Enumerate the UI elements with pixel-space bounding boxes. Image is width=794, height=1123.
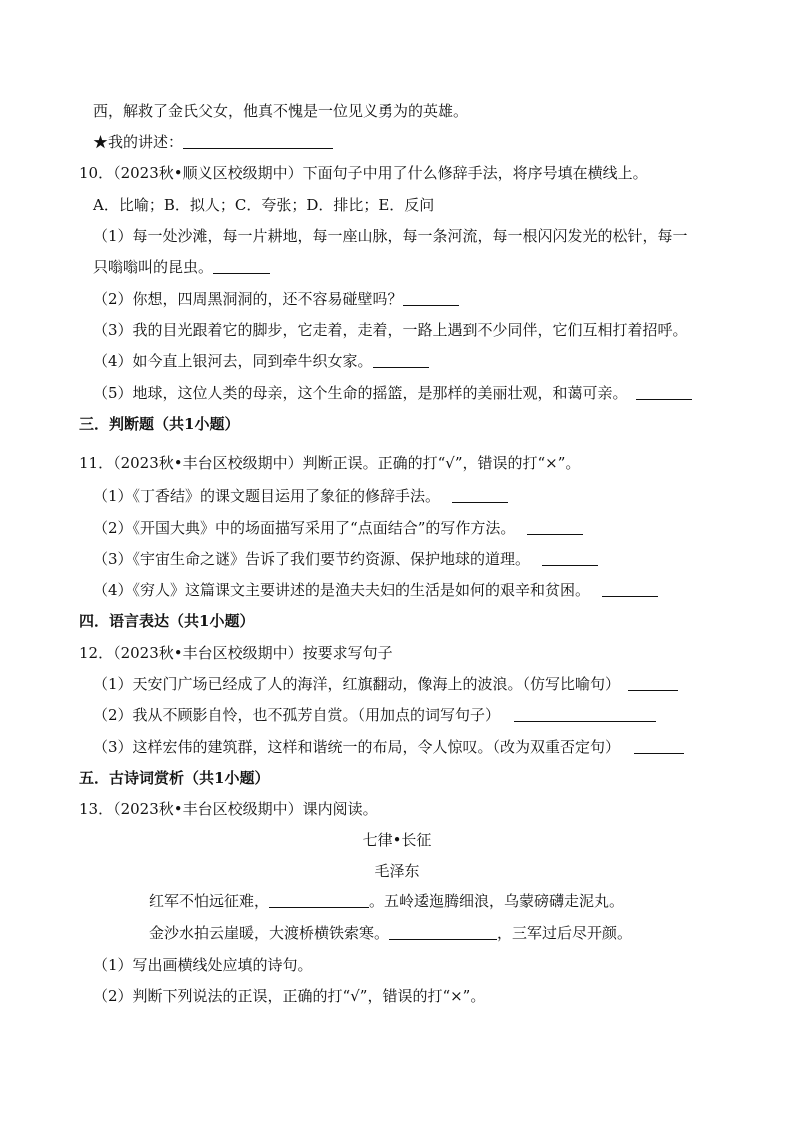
section-5-heading: 五．古诗词赏析（共1小题） [79, 769, 270, 787]
question-11-item-4-line [93, 580, 658, 600]
poem-line-2a: 金沙水拍云崖暖，大渡桥横铁索寒。 [149, 924, 390, 942]
question-12-item-1: （1）天安门广场已经成了人的海洋，红旗翻动，像海上的波浪。（仿写比喻句） [93, 675, 621, 693]
question-10-sentence-2: （2）你想，四周黑洞洞的，还不容易碰壁吗？ [93, 290, 403, 308]
my-narration-line [93, 132, 333, 152]
question-11-item-4: （4）《穷人》这篇课文主要讲述的是渔夫夫妇的生活是如何的艰辛和贫困。 [93, 581, 591, 599]
paragraph-continuation: 西，解救了金氏父女，他真不愧是一位见义勇为的英雄。 [93, 102, 469, 120]
poem-line-2 [149, 923, 632, 943]
poem-answer-blank[interactable] [389, 925, 497, 940]
question-12-item-1-line [93, 674, 678, 694]
question-11-item-1: （1）《丁香结》的课文题目运用了象征的修辞手法。 [93, 487, 441, 505]
poem-author: 毛泽东 [374, 862, 420, 880]
section-3-heading: 三．判断题（共1小题） [79, 415, 240, 433]
answer-blank[interactable] [602, 582, 658, 597]
question-13-item-2: （2）判断下列说法的正误，正确的打“√”，错误的打“×”。 [93, 987, 486, 1005]
question-11-item-2: （2）《开国大典》中的场面描写采用了“点面结合”的写作方法。 [93, 519, 516, 537]
question-11-item-3-line [93, 549, 598, 569]
answer-blank[interactable] [636, 385, 692, 400]
question-10-sentence-1a: （1）每一处沙滩，每一片耕地，每一座山脉，每一条河流，每一根闪闪发光的松针，每一 [93, 227, 688, 245]
question-12-item-3: （3）这样宏伟的建筑群，这样和谐统一的布局，令人惊叹。（改为双重否定句） [93, 738, 621, 756]
question-11-item-1-line [93, 486, 508, 506]
answer-blank[interactable] [628, 676, 678, 691]
question-12-item-2: （2）我从不顾影自怜，也不孤芳自赏。（用加点的词写句子） [93, 706, 501, 724]
question-11-item-3: （3）《宇宙生命之谜》告诉了我们要节约资源、保护地球的道理。 [93, 550, 531, 568]
question-10-sentence-3: （3）我的目光跟着它的脚步，它走着，走着，一路上遇到不少同伴，它们互相打着招呼。 [93, 321, 688, 339]
poem-line-1b: 。五岭逶迤腾细浪，乌蒙磅礴走泥丸。 [369, 892, 625, 910]
question-10-sentence-5: （5）地球，这位人类的母亲，这个生命的摇篮，是那样的美丽壮观，和蔼可亲。 [93, 384, 628, 402]
question-10-sentence-4: （4）如今直上银河去，同到牵牛织女家。 [93, 352, 373, 370]
answer-blank[interactable] [452, 488, 508, 503]
poem-answer-blank[interactable] [269, 893, 369, 908]
answer-blank[interactable] [403, 291, 459, 306]
question-10-sentence-4-line [93, 351, 429, 371]
question-10-title: 10．（2023秋•顺义区校级期中）下面句子中用了什么修辞手法，将序号填在横线上。 [79, 164, 648, 182]
poem-line-2b: ，三军过后尽开颜。 [497, 924, 633, 942]
my-narration-label: ★我的讲述： [93, 133, 184, 151]
question-12-title: 12．（2023秋•丰台区校级期中）按要求写句子 [79, 644, 393, 662]
poem-line-1 [149, 891, 624, 911]
poem-title: 七律•长征 [362, 831, 432, 849]
question-13-item-1: （1）写出画横线处应填的诗句。 [93, 956, 313, 974]
question-10-options: A．比喻；B．拟人；C．夸张；D．排比；E．反问 [93, 196, 435, 214]
question-11-title: 11．（2023秋•丰台区校级期中）判断正误。正确的打“√”，错误的打“×”。 [79, 454, 581, 472]
answer-blank[interactable] [213, 259, 270, 274]
question-10-sentence-2-line [93, 289, 459, 309]
answer-blank[interactable] [634, 739, 684, 754]
question-10-sentence-1b-line [93, 257, 270, 277]
poem-line-1a: 红军不怕远征难， [149, 892, 270, 910]
answer-blank[interactable] [373, 353, 429, 368]
answer-blank[interactable] [527, 520, 583, 535]
question-10-sentence-5-line [93, 383, 692, 403]
question-11-item-2-line [93, 518, 583, 538]
question-10-sentence-1b: 只嗡嗡叫的昆虫。 [93, 258, 214, 276]
question-12-item-2-line [93, 705, 656, 725]
answer-blank[interactable] [183, 134, 333, 149]
answer-blank[interactable] [514, 707, 656, 722]
section-4-heading: 四．语言表达（共1小题） [79, 612, 255, 630]
question-13-title: 13．（2023秋•丰台区校级期中）课内阅读。 [79, 800, 378, 818]
question-12-item-3-line [93, 737, 684, 757]
answer-blank[interactable] [542, 551, 598, 566]
